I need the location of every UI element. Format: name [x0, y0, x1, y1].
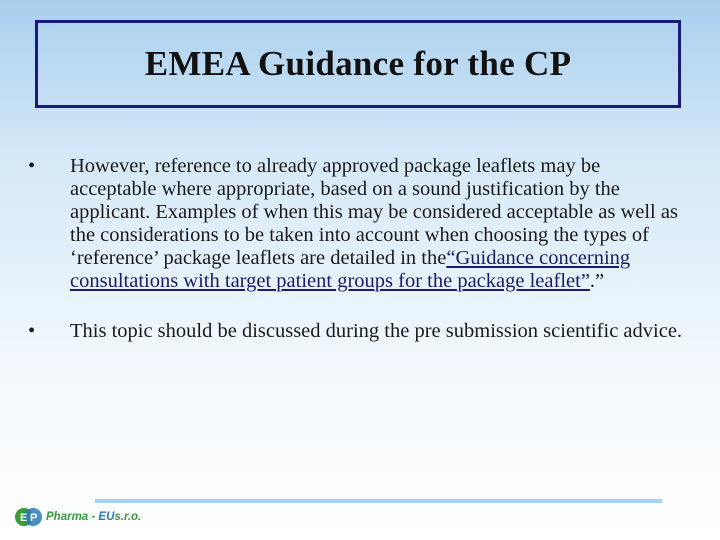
- svg-text:P: P: [30, 512, 38, 524]
- guidance-link[interactable]: “Guidance concerning consultations with target patient groups for the package leaflet”: [70, 247, 631, 292]
- svg-text:E: E: [20, 512, 28, 524]
- bullet-marker: •: [28, 320, 36, 342]
- bullet-text: This topic should be discussed during the pre submission scientific advice.: [70, 320, 683, 342]
- slide-content: [28, 155, 688, 370]
- bullet-text: [70, 155, 688, 293]
- title-box: [35, 20, 681, 108]
- pharma-eu-logo-icon: [14, 506, 44, 528]
- footer-divider: [95, 499, 662, 503]
- bullet-text-before: However, reference to already approved package leaflets may be acceptable where appropriate, based on a sound justification by the applicant. Examples of when this may be considered acceptable as well as the considerations to be taken into account when choosing the types of ‘reference’ package leaflets are detailed in the: [70, 155, 678, 269]
- bullet-item: [28, 320, 688, 343]
- bullet-marker: •: [28, 155, 36, 177]
- bullet-text-after: .”: [589, 270, 605, 292]
- company-logo: [14, 506, 141, 528]
- logo-text: Pharma - EUs.r.o.: [46, 511, 142, 523]
- slide-title: EMEA Guidance for the CP: [144, 44, 572, 83]
- bullet-item: [28, 155, 688, 293]
